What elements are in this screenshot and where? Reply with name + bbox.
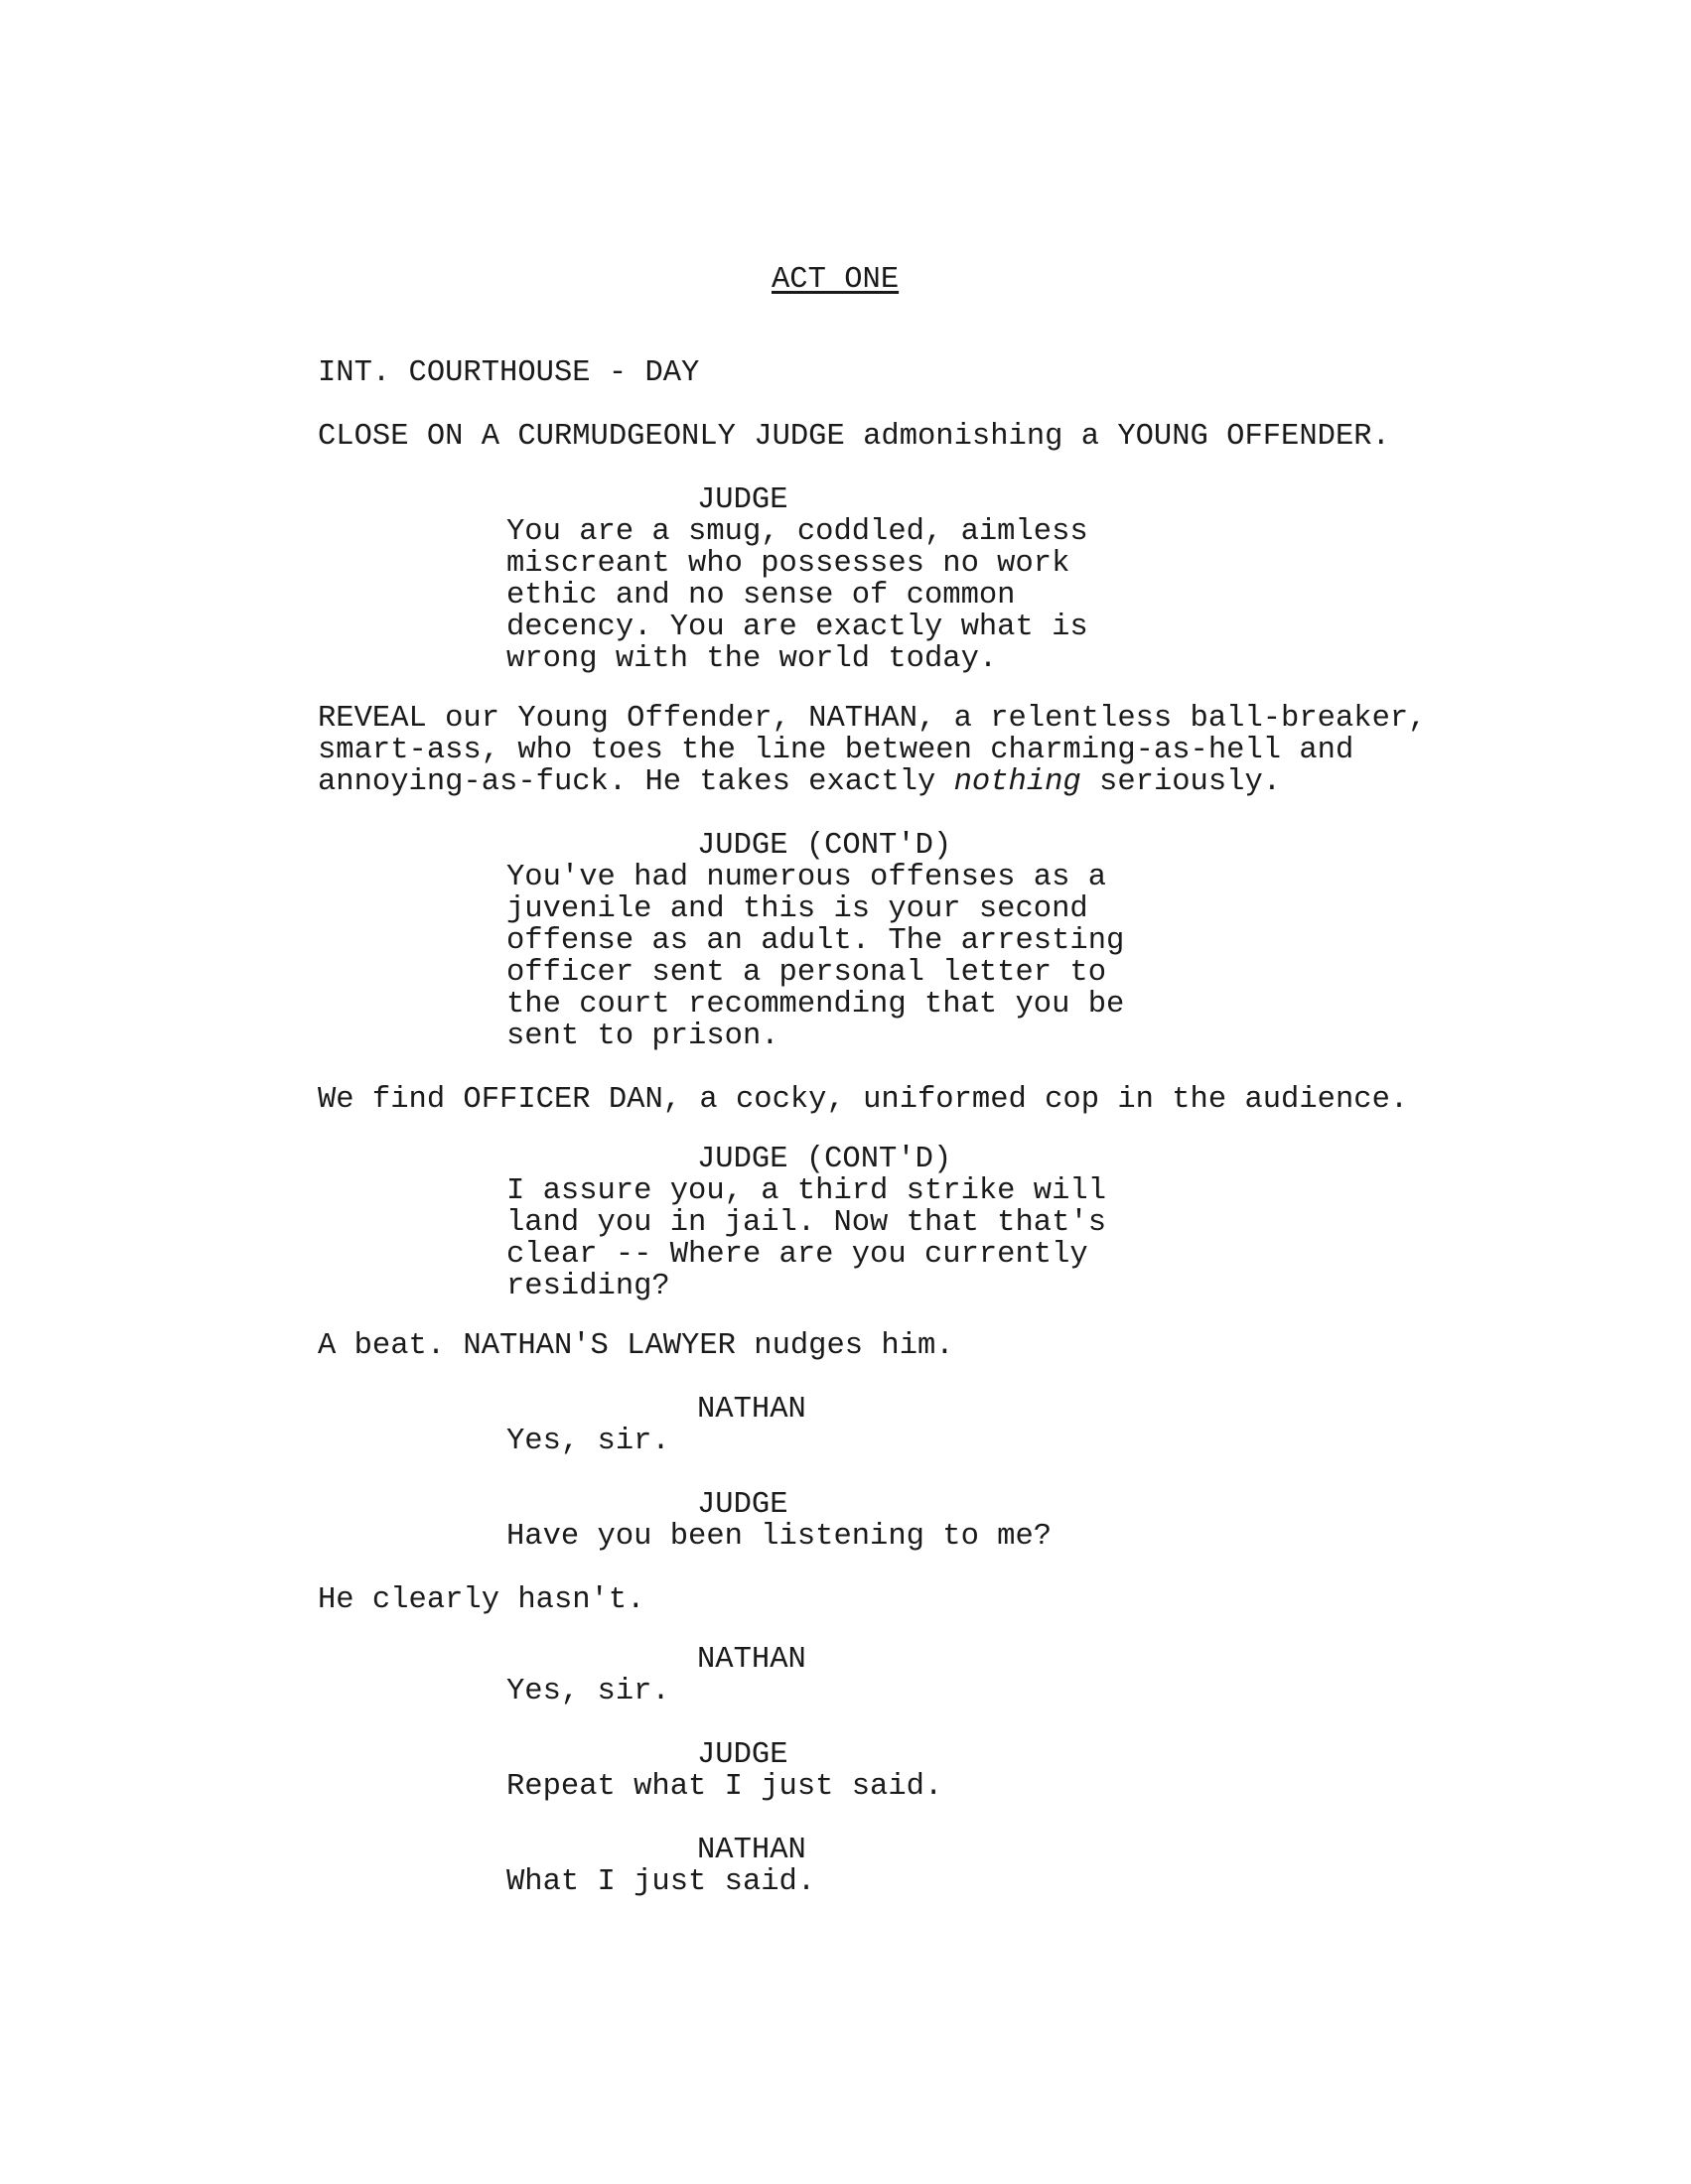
emphasis-text: nothing: [953, 765, 1081, 799]
dialogue-line: Repeat what I just said.: [506, 1770, 943, 1804]
dialogue-line: clear -- Where are you currently: [506, 1238, 1088, 1272]
dialogue-line: Have you been listening to me?: [506, 1520, 1053, 1554]
character-cue: JUDGE: [697, 483, 788, 517]
dialogue-line: the court recommending that you be: [506, 988, 1125, 1022]
character-cue: JUDGE (CONT'D): [697, 1143, 952, 1176]
dialogue-line: I assure you, a third strike will: [506, 1174, 1106, 1208]
action-line: REVEAL our Young Offender, NATHAN, a relentless ball-breaker,: [318, 702, 1427, 736]
character-cue: JUDGE: [697, 1738, 788, 1772]
dialogue-line: decency. You are exactly what is: [506, 611, 1088, 644]
action-text: seriously.: [1080, 765, 1282, 799]
character-cue: NATHAN: [697, 1643, 806, 1677]
character-cue: JUDGE: [697, 1488, 788, 1522]
action-line: CLOSE ON A CURMUDGEONLY JUDGE admonishing a YOUNG OFFENDER.: [318, 420, 1390, 454]
character-cue: JUDGE (CONT'D): [697, 829, 952, 863]
dialogue-line: ethic and no sense of common: [506, 579, 1016, 613]
dialogue-line: sent to prison.: [506, 1020, 779, 1053]
dialogue-line: You are a smug, coddled, aimless: [506, 515, 1088, 549]
dialogue-line: You've had numerous offenses as a: [506, 861, 1106, 894]
character-cue: NATHAN: [697, 1393, 806, 1427]
dialogue-line: offense as an adult. The arresting: [506, 924, 1125, 958]
dialogue-line: Yes, sir.: [506, 1675, 670, 1708]
action-line: smart-ass, who toes the line between charming-as-hell and: [318, 734, 1354, 767]
dialogue-line: wrong with the world today.: [506, 642, 998, 676]
action-line: He clearly hasn't.: [318, 1583, 645, 1617]
dialogue-line: officer sent a personal letter to: [506, 956, 1106, 990]
dialogue-line: residing?: [506, 1270, 670, 1303]
action-line: A beat. NATHAN'S LAWYER nudges him.: [318, 1329, 954, 1363]
scene-heading: INT. COURTHOUSE - DAY: [318, 356, 700, 390]
dialogue-line: land you in jail. Now that that's: [506, 1206, 1106, 1240]
action-line: We find OFFICER DAN, a cocky, uniformed cop in the audience.: [318, 1083, 1409, 1117]
dialogue-line: miscreant who possesses no work: [506, 547, 1070, 581]
action-line: [318, 766, 1281, 798]
act-title: ACT ONE: [772, 263, 900, 297]
dialogue-line: What I just said.: [506, 1865, 816, 1899]
dialogue-line: Yes, sir.: [506, 1425, 670, 1458]
dialogue-line: juvenile and this is your second: [506, 892, 1088, 926]
action-text: annoying-as-fuck. He takes exactly: [318, 765, 954, 799]
character-cue: NATHAN: [697, 1834, 806, 1867]
